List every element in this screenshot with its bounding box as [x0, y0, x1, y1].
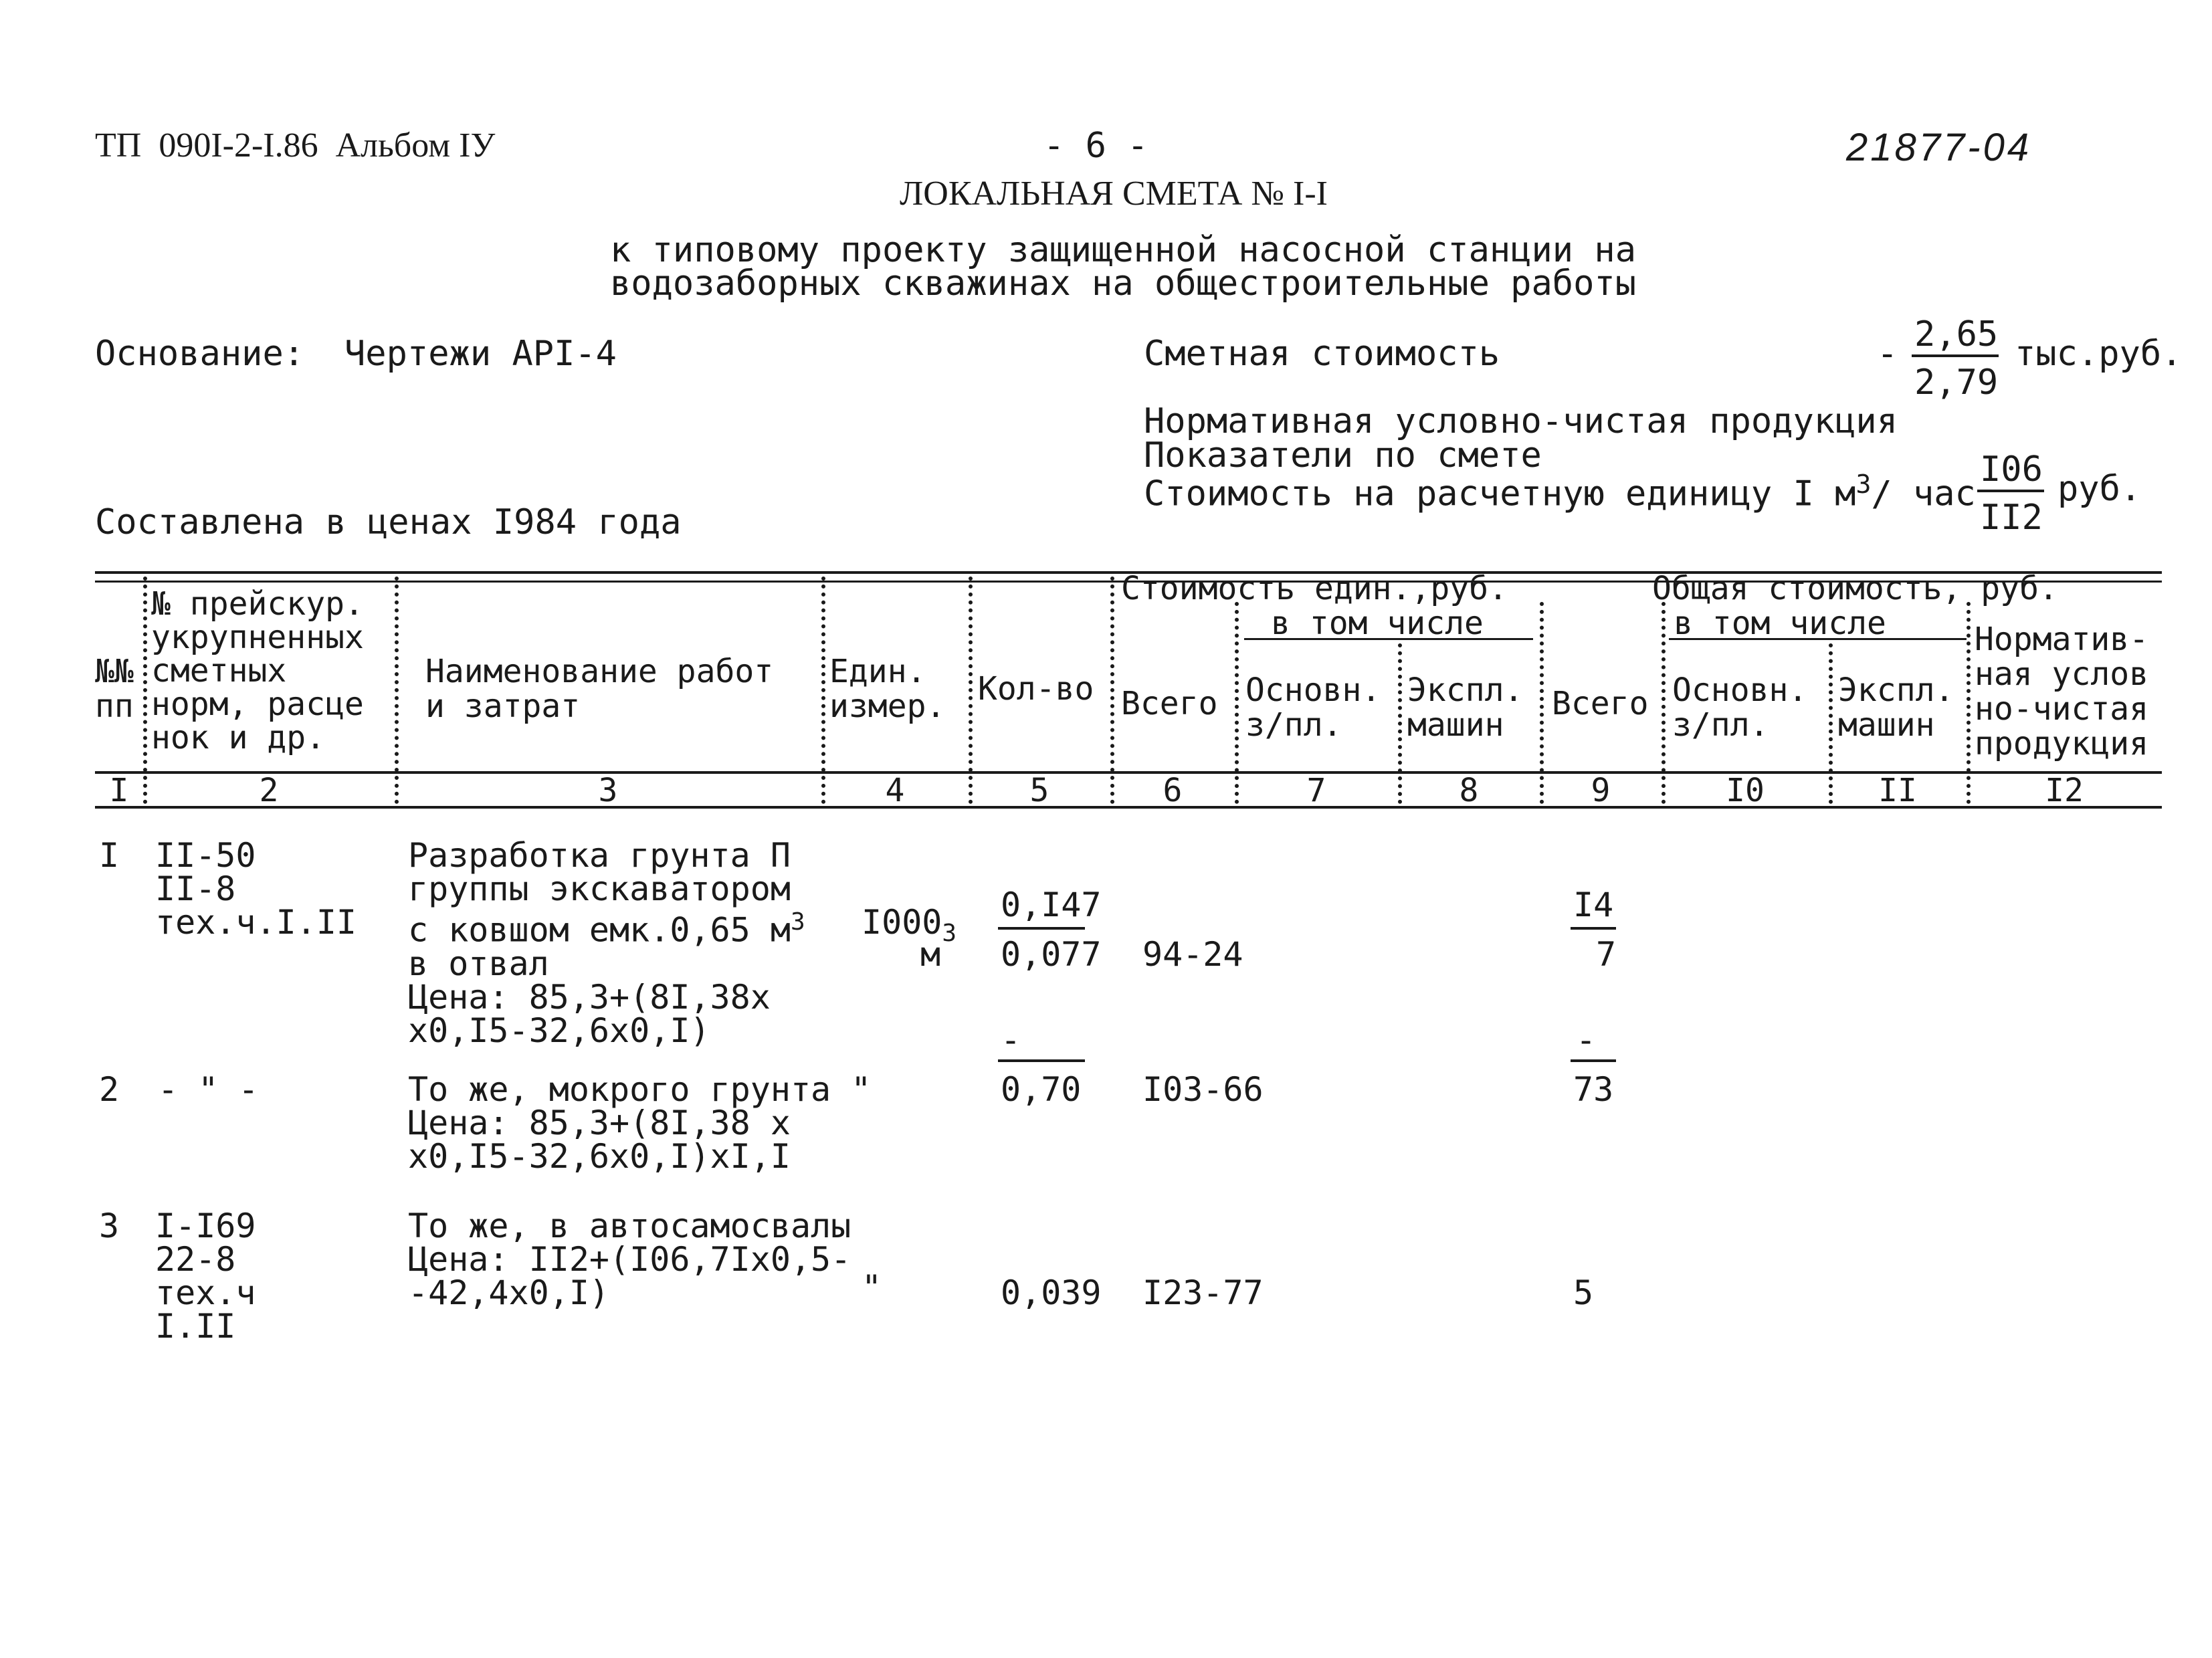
header-quantity: Кол-во: [978, 670, 1094, 708]
row3-norm: I-I69 22-8 тех.ч I.II: [155, 1207, 256, 1346]
estimated-cost-top: 2,65: [1914, 314, 1999, 354]
column-number: 8: [1459, 772, 1479, 809]
header-unit-cost-total: Всего: [1121, 685, 1218, 722]
column-number: 2: [259, 772, 279, 809]
unit-cost-unit: руб.: [2057, 469, 2142, 509]
unit-cost-top: I06: [1980, 449, 2043, 490]
row3-quantity: 0,039: [1001, 1273, 1102, 1312]
row2-norm: - " -: [158, 1070, 259, 1109]
column-separator: [821, 577, 825, 804]
column-separator: [1540, 602, 1544, 804]
column-separator: [1110, 577, 1114, 804]
estimated-cost-label: Сметная стоимость: [1144, 334, 1500, 374]
document-title: ЛОКАЛЬНАЯ СМЕТА № I-I: [900, 175, 1328, 213]
row1-unit-m: м: [920, 935, 941, 974]
unit-cost-fraction-line: [1977, 490, 2044, 492]
row2-total-top: -: [1576, 1021, 1597, 1059]
row1-norm: II-50 II-8 тех.ч.I.II: [155, 836, 357, 942]
column-number: I2: [2045, 772, 2084, 809]
row2-total-bottom: 73: [1573, 1070, 1614, 1109]
unit-cost-label: Стоимость на расчетную единицу I $м^3/$ час: [1144, 470, 1976, 514]
header-unit-cost-group: Стоимость един.,руб.: [1121, 570, 1508, 607]
row2-unit-cost-total: I03-66: [1142, 1070, 1264, 1109]
estimated-cost-dash: -: [1877, 334, 1898, 374]
header-total-cost-incl: в том числе: [1674, 605, 1886, 642]
header-unit: Един. измер.: [829, 653, 946, 725]
row2-total-line: [1571, 1059, 1616, 1062]
column-number: 9: [1591, 772, 1611, 809]
indicators-label: Показатели по смете: [1144, 435, 1542, 476]
row2-quantity-bottom: 0,70: [1001, 1070, 1082, 1109]
column-number: 4: [885, 772, 905, 809]
row3-unit-ditto: ": [862, 1268, 882, 1307]
basis-value: Чертежи АРI-4: [344, 334, 617, 374]
page-number: - 6 -: [1043, 126, 1148, 166]
row3-total: 5: [1573, 1273, 1594, 1312]
column-separator: [143, 577, 147, 804]
row2-number: 2: [99, 1070, 120, 1109]
column-separator: [969, 577, 973, 804]
header-unit-cost-incl: в том числе: [1271, 605, 1484, 642]
normative-product-label: Нормативная условно-чистая продукция: [1144, 401, 1898, 441]
header-num: №№ пп: [95, 653, 134, 725]
header-total-cost-machines: Экспл. машин: [1838, 671, 1954, 744]
estimated-cost-fraction-line: [1912, 354, 1999, 357]
row1-work-name: Разработка грунта П группы экскаватором с ковшом емк.0,65 $м^3$ в отвал Цена: 85,3+(8I,38х х0,I5-32,6х0,I): [408, 836, 805, 1050]
row1-unit-cost-total: 94-24: [1142, 935, 1243, 974]
column-separator: [1967, 602, 1971, 804]
row2-work-name: То же, мокрого грунта " Цена: 85,3+(8I,38 х х0,I5-32,6х0,I)хI,I: [408, 1070, 872, 1176]
header-bottom-rule: [95, 771, 2162, 774]
basis-label: Основание:: [95, 334, 305, 374]
header-work-name: Наименование работ и затрат: [425, 653, 774, 725]
header-unit-cost-wages: Основн. з/пл.: [1245, 671, 1381, 744]
column-separator: [395, 577, 399, 804]
column-number: 7: [1306, 772, 1326, 809]
estimated-cost-unit: тыс.руб.: [2015, 334, 2183, 374]
row3-unit-cost-total: I23-77: [1142, 1273, 1264, 1312]
column-separator: [1662, 602, 1666, 804]
estimated-cost-bottom: 2,79: [1914, 362, 1999, 403]
column-number: 5: [1029, 772, 1049, 809]
header-total-cost-group: Общая стоимость, руб.: [1652, 570, 2058, 607]
column-number: I0: [1726, 772, 1765, 809]
header-norm: № прейскур. укрупненных сметных норм, расце нок и др.: [151, 585, 364, 756]
header-total-cost-total: Всего: [1552, 685, 1649, 722]
row1-total-top: I4: [1573, 886, 1614, 924]
inventory-number: 21877-04: [1846, 126, 2032, 169]
unit-cost-bottom: II2: [1980, 498, 2043, 538]
header-unit-cost-machines: Экспл. машин: [1407, 671, 1524, 744]
row1-quantity-top: 0,I47: [1001, 886, 1102, 924]
row1-number: I: [99, 836, 120, 875]
document-subtitle-line1: к типовому проекту защищенной насосной станции на: [610, 230, 1637, 270]
row2-quantity-top: -: [1001, 1021, 1021, 1059]
header-normative-product: Норматив- ная услов но-чистая продукция: [1975, 621, 2149, 762]
column-number: 6: [1163, 772, 1183, 809]
row1-total-bottom: 7: [1596, 935, 1617, 974]
column-number: 3: [598, 772, 618, 809]
row2-quantity-line: [998, 1059, 1085, 1062]
row1-total-line: [1571, 927, 1616, 930]
row1-unit: $I000_3$: [862, 903, 957, 947]
compiled-prices: Составлена в ценах I984 года: [95, 502, 682, 542]
row3-work-name: То же, в автосамосвалы Цена: II2+(I06,7Iх0,5- -42,4х0,I): [408, 1207, 851, 1312]
header-total-cost-wages: Основн. з/пл.: [1672, 671, 1808, 744]
column-number: I: [109, 772, 129, 809]
document-subtitle-line2: водозаборных скважинах на общестроительные работы: [610, 264, 1637, 304]
column-separator: [1235, 602, 1239, 804]
row3-number: 3: [99, 1207, 120, 1245]
row1-quantity-line: [998, 927, 1085, 930]
document-code: ТП 090I-2-I.86 Альбом IУ: [95, 126, 496, 165]
row1-quantity-bottom: 0,077: [1001, 935, 1102, 974]
column-number: II: [1878, 772, 1917, 809]
